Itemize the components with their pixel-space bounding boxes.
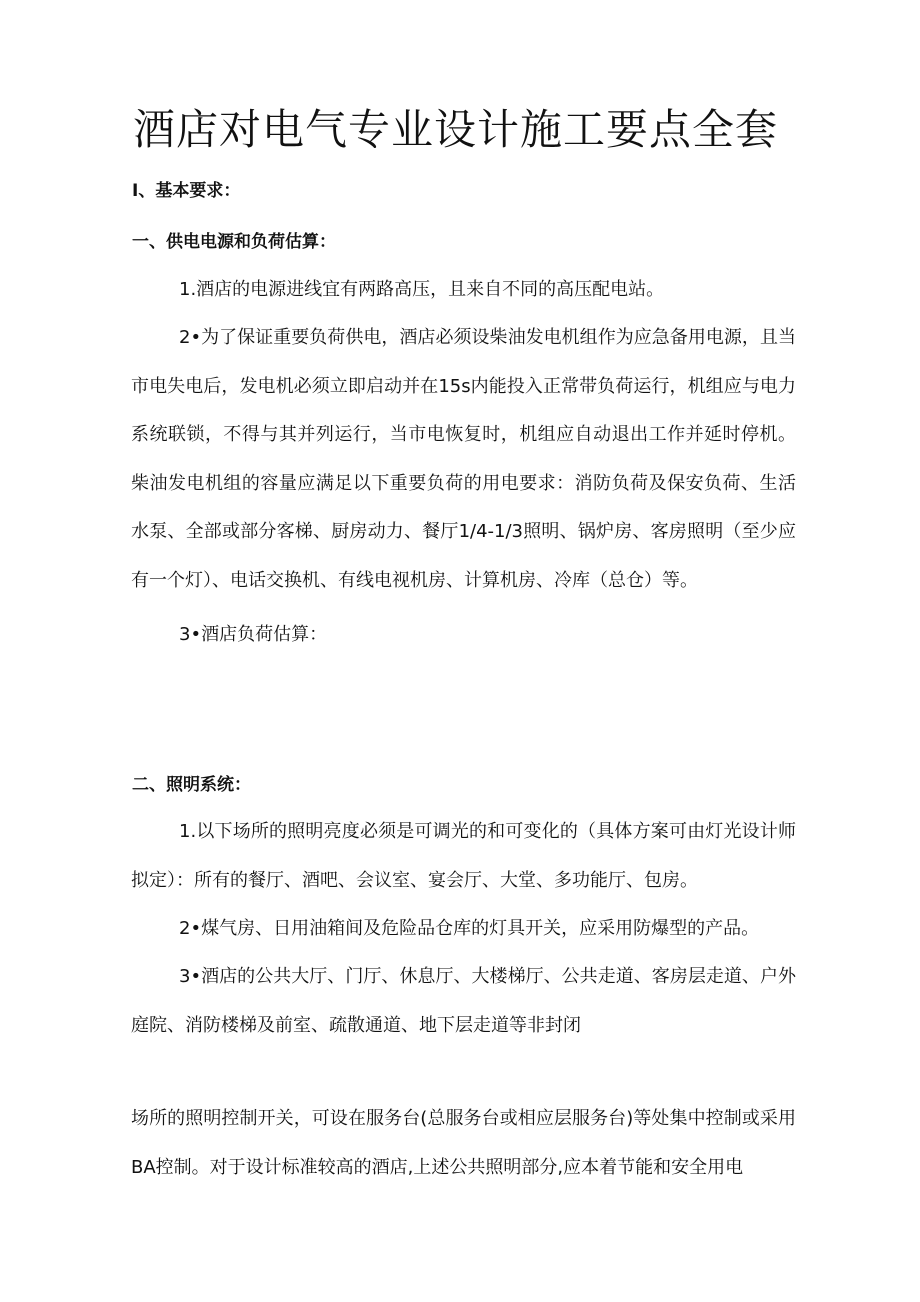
section1-paragraph-2: 2•为了保证重要负荷供电，酒店必须设柴油发电机组作为应急备用电源，且当市电失电后，发电机必须立即启动并在15s内能投入正常带负荷运行，机组应与电力系统联锁，不得与其并列运行，当市电恢复时，机组应自动退出工作并延时停机。柴油发电机组的容量应满足以下重要负荷的用电要求：消防负荷及保安负荷、生活水泵、全部或部分客梯、厨房动力、餐厅1/4-1/3照明、锅炉房、客房照明（至少应有一个灯）、电话交换机、有线电视机房、计算机房、冷库（总仓）等。 bbox=[131, 327, 796, 591]
section2-paragraph-3: 3•酒店的公共大厅、门厅、休息厅、大楼梯厅、公共走道、客房层走道、户外庭院、消防楼梯及前室、疏散通道、地下层走道等非封闭 bbox=[131, 966, 796, 1036]
section2-paragraph-4: 场所的照明控制开关，可设在服务台(总服务台或相应层服务台)等处集中控制或采用BA控制。对于设计标准较高的酒店,上述公共照明部分,应本着节能和安全用电 bbox=[131, 1108, 796, 1178]
document-title: 酒店对电气专业设计施工要点全套 bbox=[133, 105, 779, 154]
section2-paragraph-2: 2•煤气房、日用油箱间及危险品仓库的灯具开关，应采用防爆型的产品。 bbox=[179, 918, 760, 939]
section1-heading: 一、供电电源和负荷估算： bbox=[132, 232, 336, 252]
section2-heading: 二、照明系统： bbox=[132, 775, 251, 795]
section-basic-heading: I、基本要求： bbox=[132, 181, 241, 201]
section1-paragraph-3: 3•酒店负荷估算： bbox=[179, 624, 328, 645]
section2-paragraph-1: 1.以下场所的照明亮度必须是可调光的和可变化的（具体方案可由灯光设计师拟定）：所有的餐厅、酒吧、会议室、宴会厅、大堂、多功能厅、包房。 bbox=[131, 821, 796, 891]
section1-paragraph-1: 1.酒店的电源进线宜有两路高压，且来自不同的高压配电站。 bbox=[179, 279, 665, 300]
